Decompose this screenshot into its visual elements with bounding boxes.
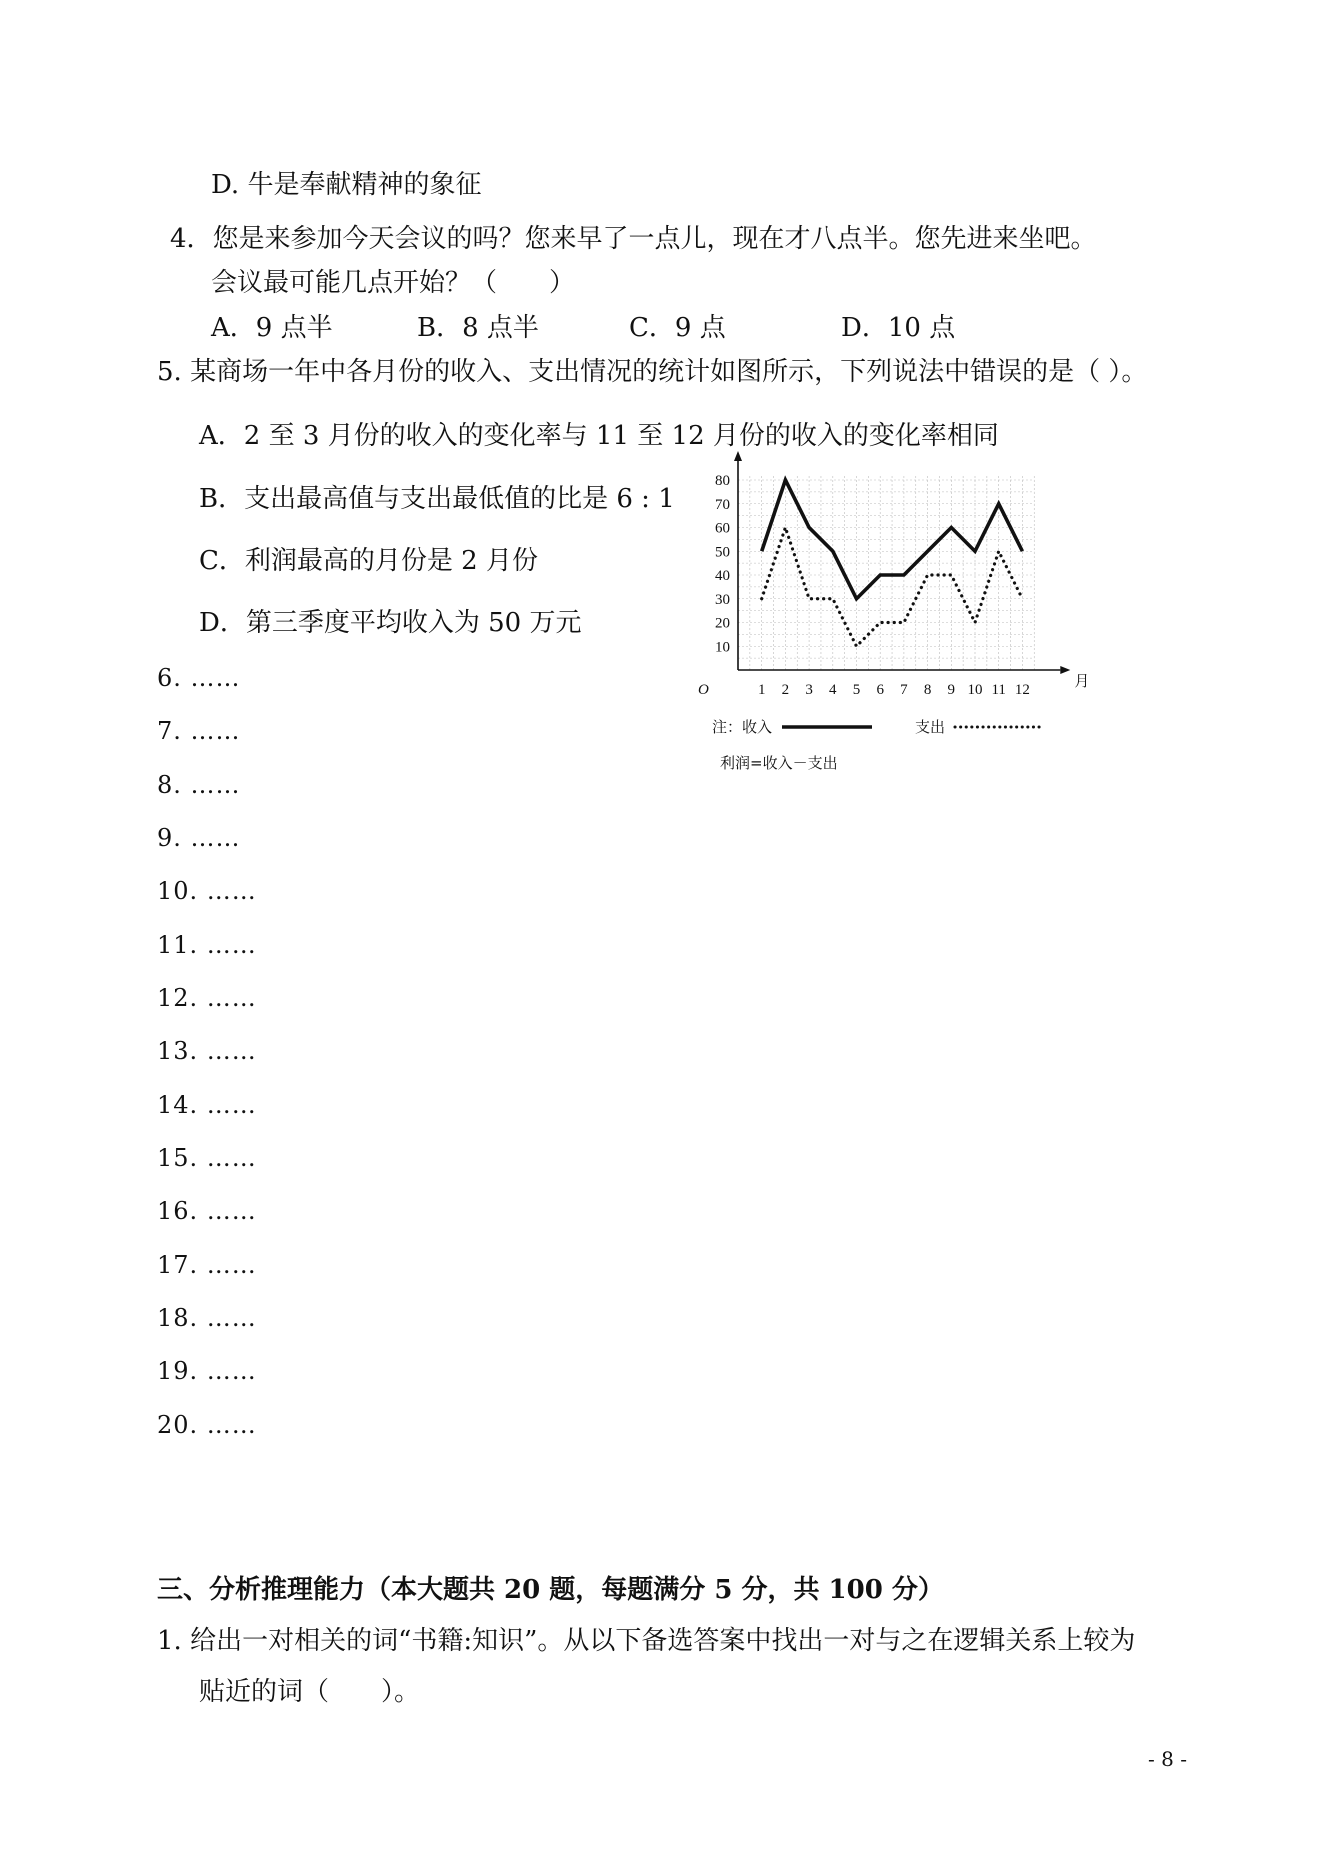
- placeholder-item: 19. ……: [157, 1357, 257, 1385]
- section3-q1-line1: 1. 给出一对相关的词“书籍:知识”。从以下备选答案中找出一对与之在逻辑关系上较为: [157, 1626, 1136, 1656]
- placeholder-item: 14. ……: [157, 1091, 257, 1119]
- x-tick-label: 1: [757, 682, 766, 698]
- chart-grid: [738, 475, 1034, 670]
- x-tick-label: 9: [947, 682, 956, 698]
- legend-profit-note: 利润=收入－支出: [720, 754, 838, 772]
- y-axis-arrow: [734, 451, 742, 461]
- x-tick-label: 7: [900, 682, 908, 698]
- x-tick-label: 8: [923, 682, 932, 698]
- page-number: - 8 -: [1148, 1747, 1187, 1771]
- placeholder-item: 8. ……: [157, 771, 241, 799]
- chart-ticks: [698, 473, 1089, 698]
- x-axis-arrow: [1060, 666, 1070, 674]
- placeholder-item: 10. ……: [157, 877, 257, 905]
- y-tick-label: 40: [715, 568, 730, 584]
- q5-option-b: B．支出最高值与支出最低值的比是 6 : 1: [199, 484, 675, 514]
- x-tick-label: 2: [781, 682, 790, 698]
- placeholder-item: 12. ……: [157, 984, 257, 1012]
- q5-option-d: D．第三季度平均收入为 50 万元: [199, 608, 582, 638]
- origin-label: O: [698, 682, 709, 698]
- legend-income-label: 注：收入: [712, 718, 773, 736]
- y-tick-label: 80: [715, 473, 730, 489]
- y-tick-label: 60: [715, 520, 730, 537]
- y-tick-label: 20: [715, 615, 730, 632]
- q3-option-d: D. 牛是奉献精神的象征: [211, 170, 482, 200]
- y-tick-label: 30: [715, 591, 730, 608]
- x-tick-label: 12: [1014, 682, 1030, 698]
- y-tick-label: 10: [715, 639, 730, 656]
- y-tick-label: 50: [715, 544, 730, 561]
- q4-option-d: D．10 点: [841, 313, 956, 343]
- section3-heading: 三、分析推理能力（本大题共 20 题，每题满分 5 分，共 100 分）: [157, 1575, 944, 1605]
- placeholder-item: 15. ……: [157, 1144, 257, 1172]
- q5-option-c: C．利润最高的月份是 2 月份: [199, 546, 538, 576]
- placeholder-item: 6. ……: [157, 664, 241, 692]
- chart-legend: [712, 718, 1040, 772]
- income-expense-chart: [690, 440, 1090, 780]
- q4-stem-line2: 会议最可能几点开始？（ ）: [211, 268, 576, 298]
- x-tick-label: 4: [829, 682, 837, 698]
- placeholder-item: 7. ……: [157, 717, 241, 745]
- placeholder-item: 16. ……: [157, 1197, 257, 1225]
- q4-option-b: B．8 点半: [417, 313, 539, 343]
- q4-option-a: A．9 点半: [211, 313, 333, 343]
- legend-expense-label: 支出: [915, 718, 946, 736]
- q5-option-a: A．2 至 3 月份的收入的变化率与 11 至 12 月份的收入的变化率相同: [199, 421, 999, 451]
- y-tick-label: 70: [715, 496, 730, 513]
- placeholder-item: 17. ……: [157, 1251, 257, 1279]
- x-tick-label: 6: [876, 682, 884, 698]
- placeholder-item: 20. ……: [157, 1411, 257, 1439]
- q4-stem-line1: 4．您是来参加今天会议的吗？您来早了一点儿，现在才八点半。您先进来坐吧。: [170, 224, 1097, 254]
- placeholder-item: 9. ……: [157, 824, 241, 852]
- placeholder-item: 11. ……: [157, 931, 257, 959]
- placeholder-item: 13. ……: [157, 1037, 257, 1065]
- x-tick-label: 11: [991, 682, 1006, 698]
- q5-stem: 5. 某商场一年中各月份的收入、支出情况的统计如图所示，下列说法中错误的是（ ）。: [157, 357, 1148, 387]
- section3-q1-line2: 贴近的词（ ）。: [199, 1677, 421, 1707]
- x-tick-label: 10: [967, 682, 983, 698]
- x-axis-label: 月: [1074, 674, 1090, 690]
- x-tick-label: 5: [852, 682, 861, 698]
- x-tick-label: 3: [805, 682, 813, 698]
- q4-option-c: C．9 点: [629, 313, 726, 343]
- placeholder-item: 18. ……: [157, 1304, 257, 1332]
